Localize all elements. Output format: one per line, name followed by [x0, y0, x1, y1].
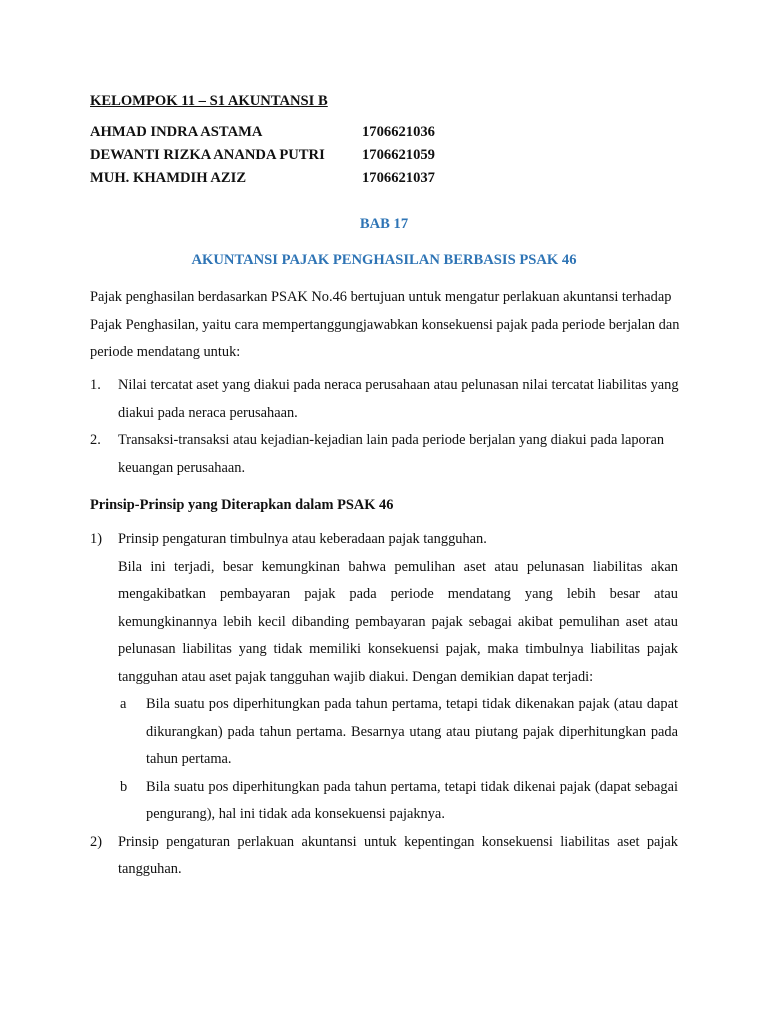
list-item: [90, 427, 680, 482]
sub-text: Bila suatu pos diperhitungkan pada tahun pertama, tetapi tidak dikenakan pajak (atau dapat dikurangkan) pada tahun pertama. Besarnya utang atau piutang pajak diperhitungkan pada tahun pertama.: [146, 696, 678, 767]
principle-body: Bila ini terjadi, besar kemungkinan bahwa pemulihan aset atau pelunasan liabilitas akan mengakibatkan pembayaran pajak pada periode mendatang yang lebih besar atau kemungkinannya lebih kecil dibanding pembayaran pajak sebagai akibat pemulihan aset atau pelunasan liabilitas yang tidak memiliki konsekuensi pajak, maka timbulnya liabilitas pajak tangguhan atau aset pajak tangguhan wajib diakui. Dengan demikian dapat terjadi:: [118, 558, 678, 685]
sub-list: [118, 691, 678, 829]
chapter-label: BAB 17: [359, 216, 409, 232]
member-row: [90, 144, 435, 167]
group-title: KELOMPOK 11 – S1 AKUNTANSI B: [90, 93, 328, 109]
principle-title: Prinsip pengaturan perlakuan akuntansi untuk kepentingan konsekuensi liabilitas aset pajak tangguhan.: [118, 833, 678, 877]
principle-number: 1): [90, 531, 102, 547]
list-text: Transaksi-transaksi atau kejadian-kejadian lain pada periode berjalan yang diakui pada laporan keuangan perusahaan.: [118, 432, 665, 476]
principles-heading: Prinsip-Prinsip yang Diterapkan dalam PSAK 46: [90, 497, 394, 513]
member-id: 1706621037: [362, 170, 435, 186]
member-row: [90, 121, 435, 144]
list-text: Nilai tercatat aset yang diakui pada neraca perusahaan atau pelunasan nilai tercatat liabilitas yang diakui pada neraca perusahaan.: [118, 377, 679, 421]
member-id: 1706621059: [362, 147, 435, 163]
list-number: 2.: [90, 432, 101, 448]
principle-item: [90, 829, 678, 884]
member-list: [90, 121, 435, 190]
member-name: MUH. KHAMDIH AZIZ: [90, 170, 247, 186]
intro-list: [90, 372, 680, 482]
list-item: [90, 372, 680, 427]
sub-item: [118, 774, 678, 829]
principle-number: 2): [90, 833, 102, 850]
sub-text: Bila suatu pos diperhitungkan pada tahun pertama, tetapi tidak dikenai pajak (dapat sebagai pengurang), hal ini tidak ada konsekuensi pajaknya.: [146, 778, 678, 822]
chapter-title: AKUNTANSI PAJAK PENGHASILAN BERBASIS PSAK 46: [191, 252, 577, 268]
sub-item: [118, 691, 678, 774]
intro-paragraph: Pajak penghasilan berdasarkan PSAK No.46 bertujuan untuk mengatur perlakuan akuntansi terhadap Pajak Penghasilan, yaitu cara mempertanggungjawabkan konsekuensi pajak pada periode berjalan dan periode mendatang untuk:: [90, 289, 680, 360]
sub-letter: a: [120, 696, 127, 712]
sub-letter: b: [120, 778, 128, 795]
member-name: AHMAD INDRA ASTAMA: [90, 124, 263, 140]
principle-item: [90, 526, 678, 829]
member-id: 1706621036: [362, 124, 435, 140]
member-name: DEWANTI RIZKA ANANDA PUTRI: [90, 147, 325, 163]
list-number: 1.: [90, 377, 101, 393]
principles-list: [90, 526, 678, 884]
member-row: [90, 167, 435, 190]
principle-title: Prinsip pengaturan timbulnya atau keberadaan pajak tangguhan.: [118, 531, 487, 547]
